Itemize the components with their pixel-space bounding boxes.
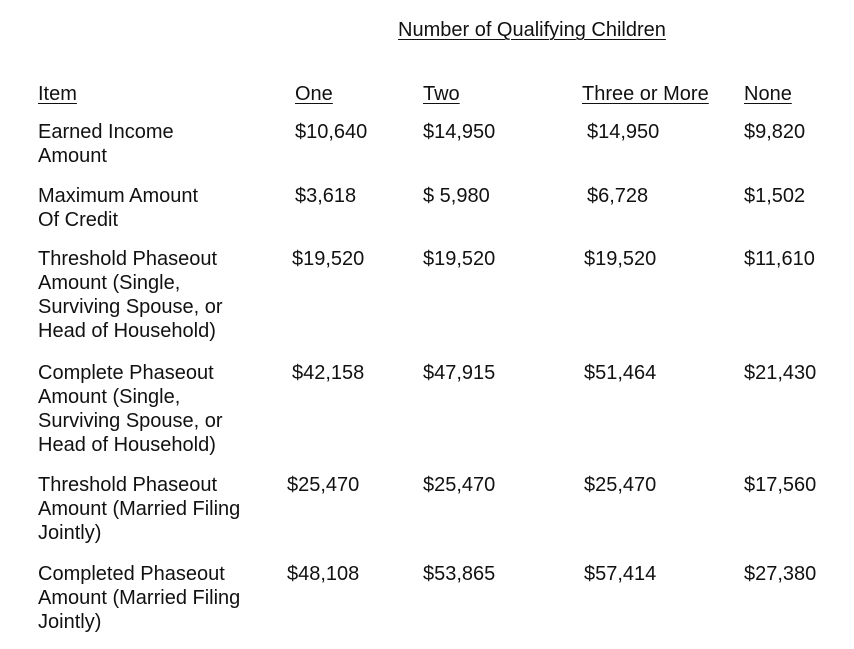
column-header-three-or-more: Three or More	[582, 83, 709, 105]
cell-two: $47,915	[423, 362, 496, 384]
cell-one: $19,520	[292, 248, 365, 270]
cell-two: $14,950	[423, 121, 496, 143]
row-label: Maximum Amount Of Credit	[38, 185, 199, 231]
cell-none: $11,610	[744, 248, 815, 270]
cell-two: $ 5,980	[423, 185, 490, 207]
row-label: Complete Phaseout Amount (Single, Surviving Spouse, or Head of Household)	[38, 362, 223, 456]
column-header-two: Two	[423, 83, 460, 105]
row-label: Threshold Phaseout Amount (Single, Surviving Spouse, or Head of Household)	[38, 248, 223, 342]
cell-none: $17,560	[744, 474, 817, 496]
cell-one: $10,640	[295, 121, 368, 143]
cell-one: $25,470	[287, 474, 360, 496]
cell-three-or-more: $19,520	[584, 248, 657, 270]
cell-three-or-more: $6,728	[587, 185, 649, 207]
column-header-item: Item	[38, 83, 77, 105]
row-label: Threshold Phaseout Amount (Married Filing Jointly)	[38, 474, 241, 544]
cell-one: $42,158	[292, 362, 365, 384]
cell-one: $3,618	[295, 185, 357, 207]
cell-three-or-more: $51,464	[584, 362, 657, 384]
column-header-none: None	[744, 83, 792, 105]
cell-none: $1,502	[744, 185, 806, 207]
cell-one: $48,108	[287, 563, 360, 585]
cell-two: $25,470	[423, 474, 496, 496]
table-heading: Number of Qualifying Children	[398, 19, 666, 41]
row-label: Completed Phaseout Amount (Married Filing Jointly)	[38, 563, 241, 633]
cell-none: $21,430	[744, 362, 817, 384]
cell-three-or-more: $14,950	[587, 121, 660, 143]
cell-none: $27,380	[744, 563, 817, 585]
cell-two: $19,520	[423, 248, 496, 270]
cell-two: $53,865	[423, 563, 496, 585]
row-label: Earned Income Amount	[38, 121, 174, 167]
cell-three-or-more: $57,414	[584, 563, 657, 585]
column-header-one: One	[295, 83, 333, 105]
cell-none: $9,820	[744, 121, 806, 143]
cell-three-or-more: $25,470	[584, 474, 657, 496]
